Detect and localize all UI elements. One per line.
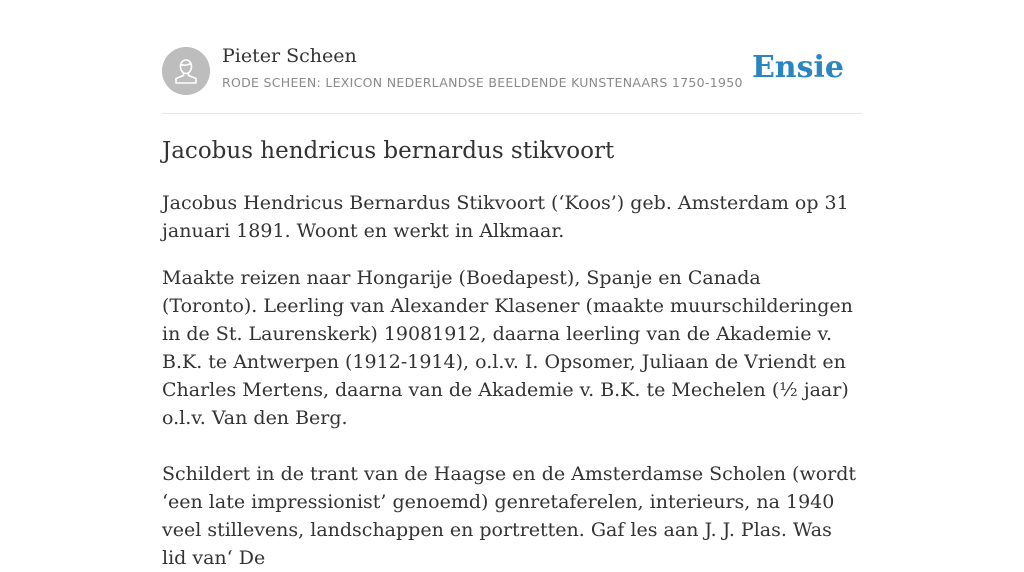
page-title: Jacobus hendricus bernardus stikvoort (162, 138, 615, 164)
ensie-logo[interactable]: Ensie (751, 50, 844, 85)
article-paragraph: Jacobus Hendricus Bernardus Stikvoort (‘Koos’) geb. Amsterdam op 31 januari 1891. Woont en werkt in Alkmaar. (162, 192, 849, 242)
article-paragraph: Schildert in de trant van de Haagse en de Amsterdamse Scholen (wordt ‘een late impressionist’ genoemd) genretaferelen, interieurs, na 1940 veel stillevens, landschappen en portretten. Gaf les aan J. J. Plas. Was lid van‘ De (162, 463, 857, 569)
article-body (162, 189, 862, 572)
user-avatar-icon[interactable] (162, 47, 210, 95)
author-name[interactable]: Pieter Scheen (222, 45, 357, 67)
article-header (162, 0, 862, 114)
article-paragraph: Maakte reizen naar Hongarije (Boedapest), Spanje en Canada (Toronto). Leerling van Alexander Klasener (maakte muurschilderingen in de St. Laurenskerk) 19081912, daarna leerling van de Akademie v. B.K. te Antwerpen (1912-1914), o.l.v. I. Opsomer, Juliaan de Vriendt en Charles Mertens, daarna van de Akademie v. B.K. te Mechelen (½ jaar) o.l.v. Van den Berg. (162, 267, 853, 429)
page (162, 0, 862, 569)
author-source: RODE SCHEEN: LEXICON NEDERLANDSE BEELDENDE KUNSTENAARS 1750-1950 (222, 75, 743, 90)
